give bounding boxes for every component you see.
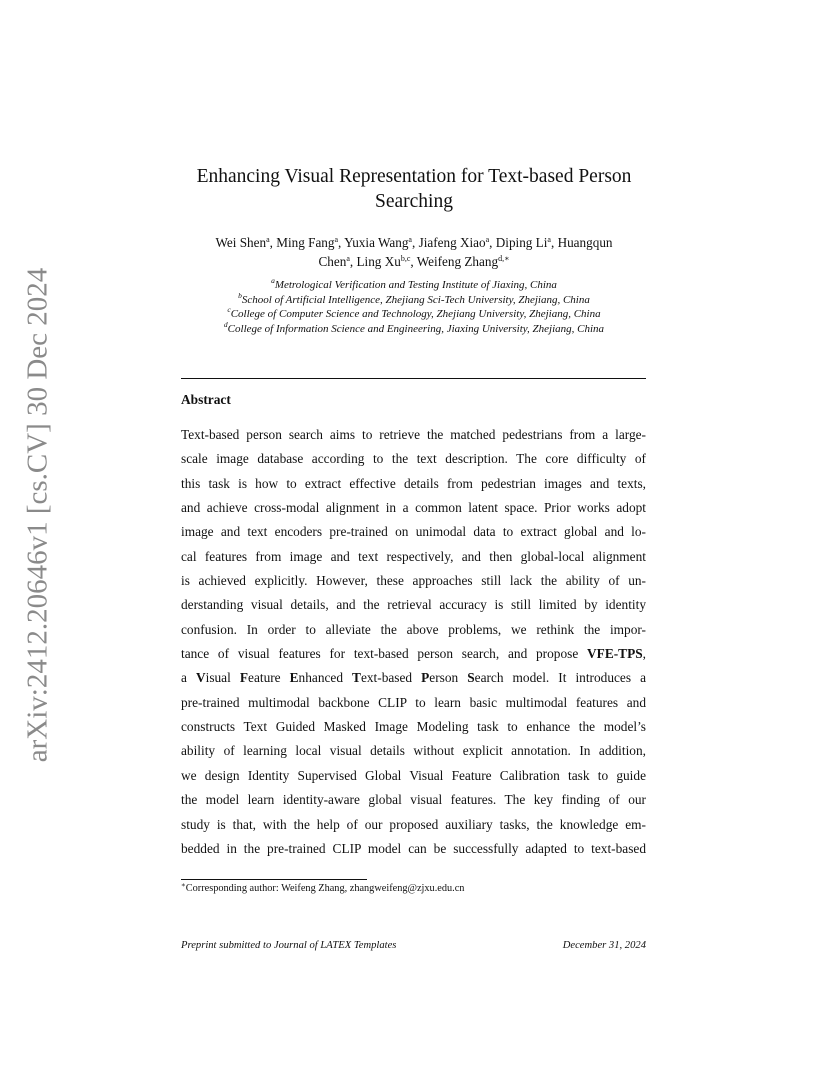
title-line-2: Searching [375, 191, 453, 212]
journal-footer: Preprint submitted to Journal of LATEX Templates [181, 940, 397, 951]
abstract-line: ability of learning local visual details without explicit annotation. In addition, [181, 743, 646, 759]
author-name: Yuxia Wang [344, 235, 409, 250]
date-footer: December 31, 2024 [562, 940, 646, 951]
abstract-line: derstanding visual details, and the retrieval accuracy is still limited by identity [181, 597, 646, 613]
corresponding-author-footnote: ∗Corresponding author: Weifeng Zhang, zhangweifeng@zjxu.edu.cn [181, 881, 465, 894]
abstract-line: cal features from image and text respectively, and then global-local alignment [181, 548, 646, 564]
abstract-heading: Abstract [181, 392, 231, 407]
affiliation-c: $^c$College of Computer Science and Technology, Zhejiang University, Zhejiang, China [227, 305, 601, 321]
affiliation-mark: a [266, 235, 270, 244]
abstract-line: and achieve cross-modal alignment in a common latent space. Prior works adopt [181, 500, 646, 516]
abstract-text [181, 423, 646, 861]
abstract-line: tance of visual features for text-based person search, and propose VFE-TPS, [181, 646, 646, 662]
author-name: Jiafeng Xiao [418, 235, 486, 250]
author-name: Ling Xu [356, 253, 401, 269]
affiliation-b: $^b$School of Artificial Intelligence, Zhejiang Sci-Tech University, Zhejiang, China [238, 290, 590, 306]
title-line-1: Enhancing Visual Representation for Text-based Person [196, 166, 632, 187]
author-name: Wei Shen [215, 235, 267, 250]
affiliation-mark: d,∗ [498, 253, 510, 263]
abstract-line: study is that, with the help of our proposed auxiliary tasks, the knowledge em- [181, 816, 646, 832]
abstract-line: the model learn identity-aware global visual features. The key finding of our [181, 792, 646, 808]
abstract-line: we design Identity Supervised Global Visual Feature Calibration task to guide [181, 767, 646, 783]
affiliation-mark: a [485, 235, 490, 244]
author-name: Huangqun [557, 235, 613, 250]
affiliation-mark: a [346, 253, 350, 263]
affiliation-mark: a [408, 235, 412, 244]
abstract-line: confusion. In order to alleviate the above problems, we rethink the impor- [181, 621, 646, 637]
abstract-top-rule [181, 378, 646, 379]
abstract-line: is achieved explicitly. However, these approaches still lack the ability of un- [181, 573, 646, 589]
arxiv-identifier [14, 265, 62, 765]
author-name: Ming Fang [276, 235, 335, 250]
author-name: Chen [318, 253, 347, 269]
abstract-line: pre-trained multimodal backbone CLIP to learn basic multimodal features and [181, 694, 646, 710]
author-list: Wei Shen$^a$, Ming Fang$^a$, Yuxia Wang$^a$, Jiafeng Xiao$^a$, Diping Li$^a$, Huangqun Chen$^a$, Ling Xu$^{b,c}$, Weifeng Zhang$^{d,∗}$ [215, 235, 613, 269]
abstract-line: a Visual Feature Enhanced Text-based Person Search model. It introduces a [181, 670, 647, 686]
abstract-line: Text-based person search aims to retrieve the matched pedestrians from a large- [181, 427, 646, 442]
footnote-rule [181, 879, 367, 880]
abstract-line: image and text encoders pre-trained on unimodal data to extract global and lo- [181, 524, 646, 540]
arxiv-identifier-text: arXiv:2412.20646v1 [cs.CV] 30 Dec 2024 [21, 267, 54, 763]
abstract-line: this task is how to extract effective details from pedestrian images and texts, [181, 475, 646, 491]
affiliation-list [170, 278, 658, 336]
model-name: VFE-TPS [587, 646, 643, 662]
author-name: Weifeng Zhang [416, 253, 499, 269]
abstract-line: bedded in the pre-trained CLIP model can be successfully adapted to text-based [181, 840, 646, 856]
affiliation-a: $^a$Metrological Verification and Testing Institute of Jiaxing, China [271, 276, 557, 291]
affiliation-mark: b,c [400, 253, 411, 263]
affiliation-mark: a [334, 235, 339, 244]
abstract-line: constructs Text Guided Masked Image Modeling task to enhance the model’s [181, 719, 646, 735]
abstract-line: scale image database according to the text description. The core difficulty of [181, 451, 646, 467]
author-name: Diping Li [495, 235, 548, 250]
affiliation-mark: a [547, 235, 551, 244]
paper-title [170, 164, 658, 214]
affiliation-d: $^d$College of Information Science and Engineering, Jiaxing University, Zhejiang, China [223, 319, 605, 335]
